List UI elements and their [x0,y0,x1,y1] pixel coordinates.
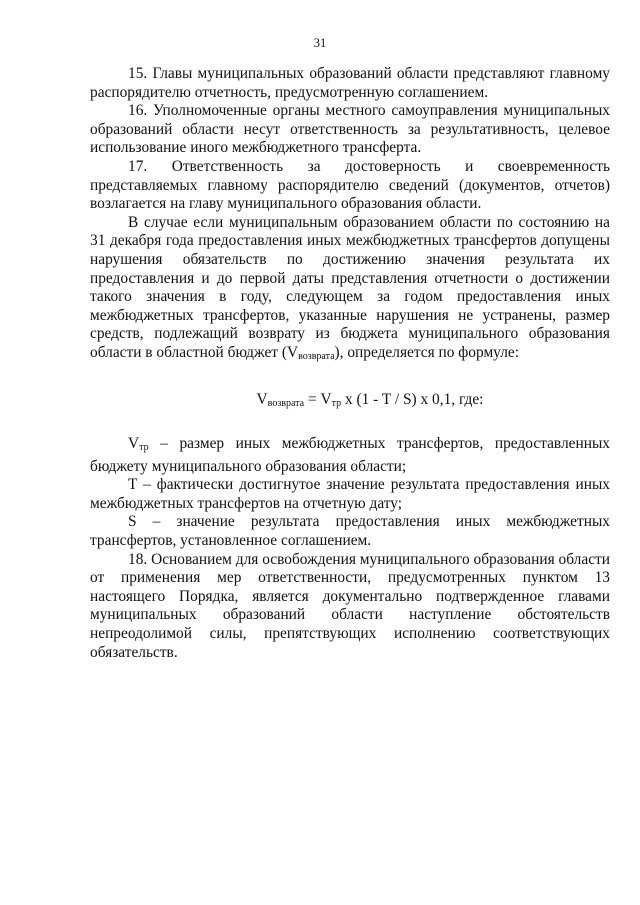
formula-v-symbol: V [256,390,268,408]
def-v-subscript: тр [139,442,149,454]
paragraph-return-case [90,214,610,367]
return-case-text-a: В случае если муниципальным образованием области по состоянию на 31 декабря года предоставления иных межбюджетных трансфертов допущены нарушения обязательств по достижению значения результата их предоставления и до первой даты представления отчетности о достижении такого значения в году, следующем за годом предоставления иных межбюджетных трансфертов, указанные нарушения не устранены, размер средств, подлежащий возврату из бюджета муниципального образования области в областной бюджет (V [90,213,610,361]
return-case-text-b: ), определяется по формуле: [334,343,519,361]
paragraph-16: 16. Уполномоченные органы местного самоуправления муниципальных образований области несут ответственность за результативность, целевое использование иного межбюджетного трансферта. [90,102,610,157]
definition-s: S – значение результата предоставления иных межбюджетных трансфертов, установленное соглашением. [90,513,610,550]
formula-vtr-subscript: тр [331,397,342,409]
paragraph-18: 18. Основанием для освобождения муниципального образования области от применения мер ответственности, предусмотренных пунктом 13 настоящего Порядка, является документально подтвержденное главами муниципальных образований области наступление обстоятельств непреодолимой силы, препятствующих исполнению соответствующих обязательств. [90,550,610,661]
def-v-symbol: V [128,435,140,453]
formula-v-subscript: возврата [267,397,305,409]
formula [90,391,610,414]
return-case-subscript: возврата [298,350,335,362]
paragraph-17: 17. Ответственность за достоверность и своевременность представляемых главному распорядителю сведений (документов, отчетов) возлагается на главу муниципального образования области. [90,157,610,213]
definition-v-tr [90,435,610,476]
paragraph-15: 15. Главы муниципальных образований области представляют главному распорядителю отчетность, предусмотренную соглашением. [90,65,610,101]
formula-rest: x (1 - T / S) x 0,1, где: [341,390,484,408]
formula-equals-v: = V [304,390,332,408]
def-v-text: – размер иных межбюджетных трансфертов, предоставленных бюджету муниципального образования области; [90,435,610,475]
definition-t: T – фактически достигнутое значение результата предоставления иных межбюджетных трансфертов на отчетную дату; [90,476,610,512]
document-body [90,65,610,662]
page-number: 31 [313,36,327,50]
